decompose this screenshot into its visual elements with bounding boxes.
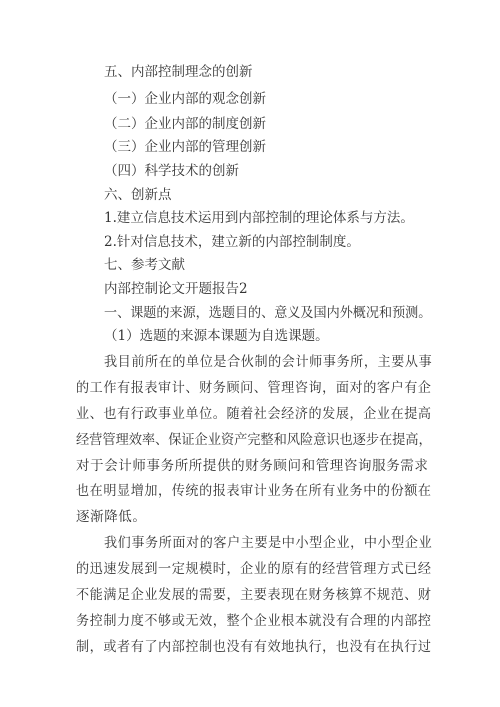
innovation-point-1: 1.建立信息技术运用到内部控制的理论体系与方法。 bbox=[104, 210, 414, 226]
para2-line5: 制，或者有了内部控制也没有有效地执行，也没有在执行过 bbox=[76, 639, 432, 655]
item-five-3: （三）企业内部的管理创新 bbox=[104, 139, 266, 155]
para1-line1: 我目前所在的单位是合伙制的会计师事务所，主要从事 bbox=[104, 354, 433, 370]
heading-six: 六、创新点 bbox=[104, 187, 172, 203]
para1-line7: 逐渐降低。 bbox=[76, 509, 147, 525]
para2-line4: 务控制力度不够或无效，整个企业根本就没有合理的内部控 bbox=[76, 613, 432, 629]
innovation-point-2: 2.针对信息技术，建立新的内部控制制度。 bbox=[104, 234, 360, 250]
para1-line3: 业、也有行政事业单位。随着社会经济的发展，企业在提高 bbox=[76, 406, 432, 422]
item-five-1: （一）企业内部的观念创新 bbox=[104, 91, 266, 107]
heading-seven: 七、参考文献 bbox=[104, 257, 185, 273]
para1-line4: 经营管理效率、保证企业资产完整和风险意识也逐步在提高， bbox=[76, 432, 432, 448]
para2-line1: 我们事务所面对的客户主要是中小型企业，中小型企业 bbox=[104, 535, 433, 551]
item-five-2: （二）企业内部的制度创新 bbox=[104, 116, 266, 132]
para1-line2: 的工作有报表审计、财务顾问、管理咨询，面对的客户有企 bbox=[76, 380, 432, 396]
item-five-4: （四）科学技术的创新 bbox=[104, 163, 239, 179]
para1-line6: 也在明显增加，传统的报表审计业务在所有业务中的份额在 bbox=[76, 483, 432, 499]
para2-line2: 的迅速发展到一定规模时，企业的原有的经营管理方式已经 bbox=[76, 561, 432, 577]
para1-line5: 对于会计师事务所所提供的财务顾问和管理咨询服务需求 bbox=[76, 458, 429, 474]
section-one-heading: 一、课题的来源，选题目的、意义及国内外概况和预测。 bbox=[104, 305, 432, 321]
heading-five: 五、内部控制理念的创新 bbox=[104, 64, 253, 80]
para2-line3: 不能满足企业发展的需要，主要表现在财务核算不规范、财 bbox=[76, 587, 432, 603]
report-title: 内部控制论文开题报告2 bbox=[104, 281, 248, 297]
subsection-one: （1）选题的来源本课题为自选课题。 bbox=[104, 328, 329, 344]
